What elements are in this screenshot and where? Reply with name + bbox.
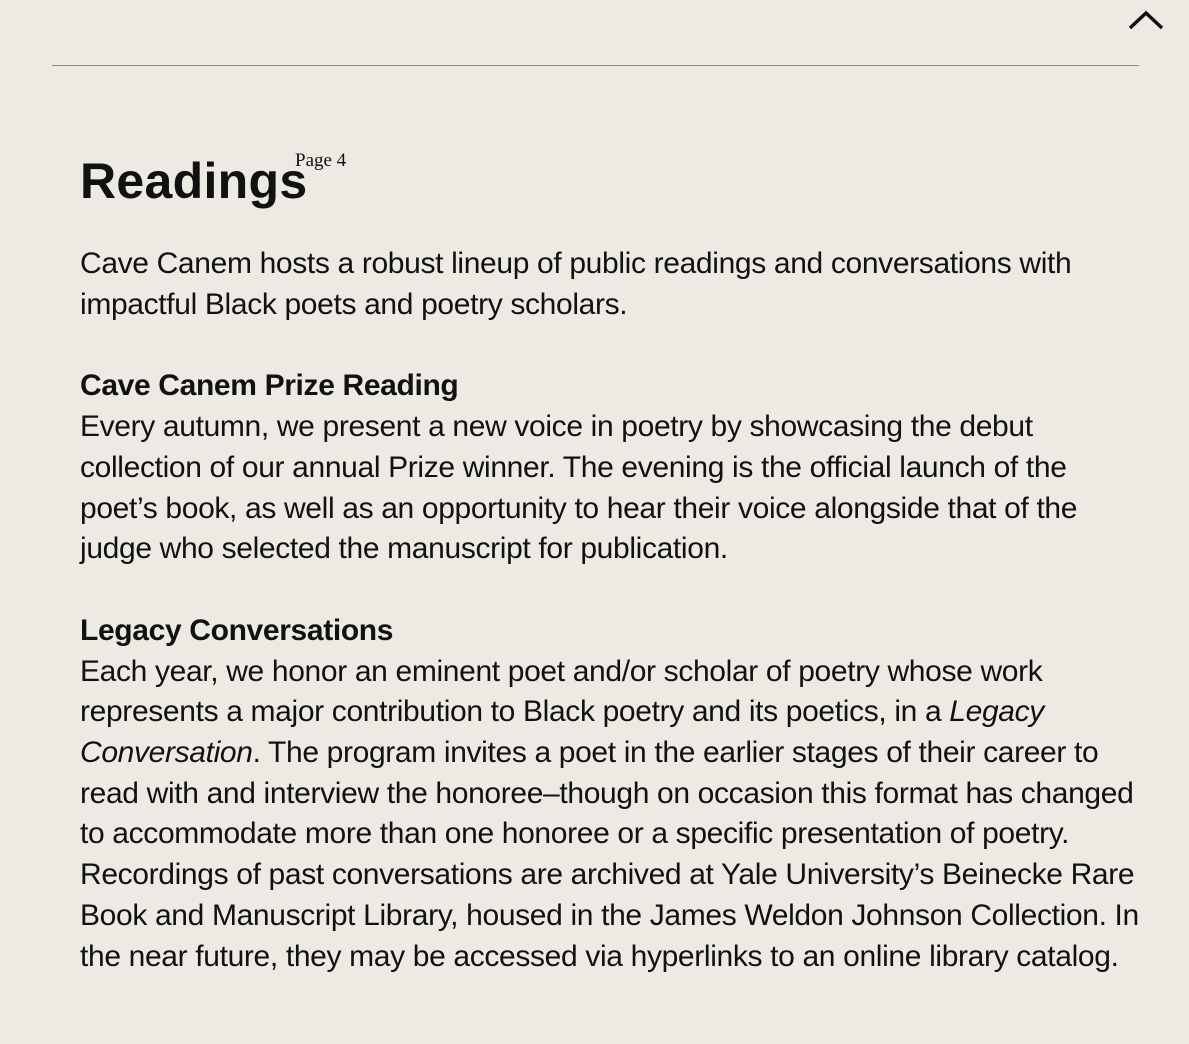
section-heading: Legacy Conversations: [80, 613, 394, 647]
readings-content: [80, 150, 1140, 977]
section-body: Every autumn, we present a new voice in poetry by showcasing the debut collection of our annual Prize winner. The evening is the official launch of the poet’s book, as well as an opportunity to hear their voice alongside that of the judge who selected the manuscript for publication.: [80, 410, 1078, 566]
section-prize-reading: [80, 366, 1140, 570]
intro-paragraph: Cave Canem hosts a robust lineup of public readings and conversations with impactful Black poets and poetry scholars.: [80, 247, 1072, 321]
section-body: [80, 652, 1140, 978]
body-text: . The program invites a poet in the earlier stages of their career to read with and interview the honoree–though on occasion this format has changed to accommodate more than one honoree or a specific presentation of poetry. Recordings of past conversations are archived at Yale University’s Beinecke Rare Book and Manuscript Library, housed in the James Weldon Johnson Collection. In the near future, they may be accessed via hyperlinks to an online library catalog.: [80, 736, 1139, 973]
collapse-button[interactable]: [1124, 6, 1168, 36]
title-row: [80, 150, 1140, 212]
header-bar: [52, 0, 1139, 66]
section-heading: Cave Canem Prize Reading: [80, 369, 459, 403]
section-legacy-conversations: [80, 611, 1140, 977]
body-text: Each year, we honor an eminent poet and/or scholar of poetry whose work represents a major contribution to Black poetry and its poetics, in a: [80, 654, 1043, 729]
chevron-up-icon: [1124, 6, 1168, 36]
page-number-label: Page 4: [295, 150, 347, 171]
page-title: Readings: [80, 153, 308, 209]
emphasized-program-name: Legacy Conversation: [80, 695, 1044, 770]
